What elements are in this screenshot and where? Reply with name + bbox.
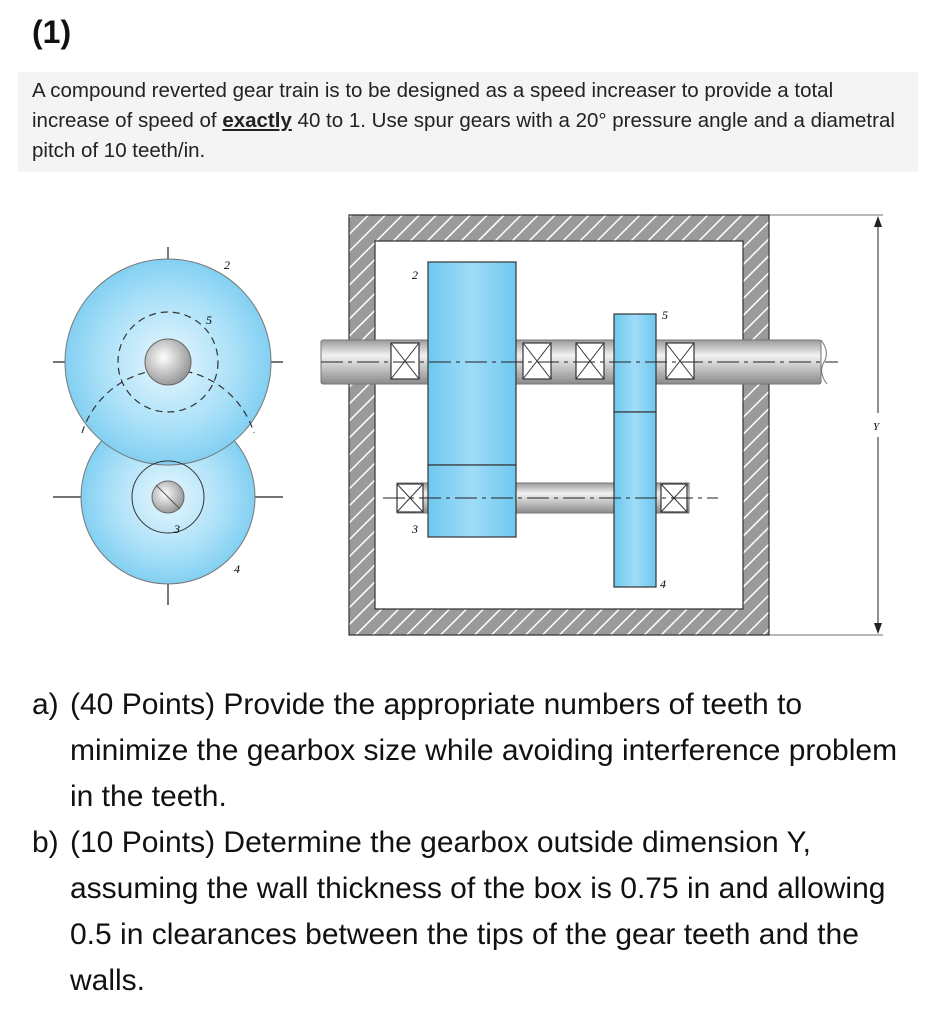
- task-marker: b): [32, 826, 59, 859]
- dimension-y-label: Y: [873, 421, 880, 433]
- task-text: (10 Points) Determine the gearbox outside dimension Y, assuming the wall thickness of the box is 0.75 in and allowing 0.5 in clearances between the tips of the gear teeth and the walls.: [70, 826, 886, 997]
- problem-text-part2: 40 to 1. Use spur gears with a 20° pressure angle and a diametral pitch of 10 teeth/in.: [32, 109, 895, 162]
- problem-number: (1): [32, 14, 72, 50]
- bearing-upper-mid-right: [576, 343, 604, 379]
- bearing-upper-mid-left: [523, 343, 551, 379]
- task-text: (40 Points) Provide the appropriate numbers of teeth to minimize the gearbox size while avoiding interference problem in the teeth.: [70, 688, 898, 813]
- side-label-gear-4: 4: [660, 577, 666, 591]
- bearing-upper-right: [666, 343, 694, 379]
- task-list: [32, 682, 922, 1004]
- problem-text-part1: A compound reverted gear train is to be designed as a speed increaser to provide a total increase of speed of: [32, 79, 834, 132]
- end-label-gear-5: 5: [206, 313, 212, 327]
- side-label-gear-3: 3: [412, 522, 418, 536]
- end-label-gear-2: 2: [224, 258, 230, 272]
- problem-emphasis: exactly: [222, 109, 292, 132]
- bearing-upper-left: [391, 343, 419, 379]
- task-item: [32, 682, 922, 820]
- task-item: [32, 820, 922, 1004]
- side-gear-5: [614, 314, 656, 412]
- end-label-gear-3: 3: [174, 522, 180, 536]
- side-gear-3: [428, 465, 516, 537]
- problem-statement: [18, 72, 918, 172]
- side-label-gear-2: 2: [412, 268, 418, 282]
- side-view: [321, 215, 883, 635]
- side-gear-4: [614, 412, 656, 587]
- dimension-y: [769, 215, 883, 635]
- end-view: [53, 247, 283, 605]
- end-hub-upper: [145, 339, 191, 385]
- task-marker: a): [32, 688, 59, 721]
- side-gear-2: [428, 262, 516, 465]
- end-label-gear-4: 4: [234, 562, 240, 576]
- side-label-gear-5: 5: [662, 308, 668, 322]
- gear-train-figure: [38, 205, 888, 665]
